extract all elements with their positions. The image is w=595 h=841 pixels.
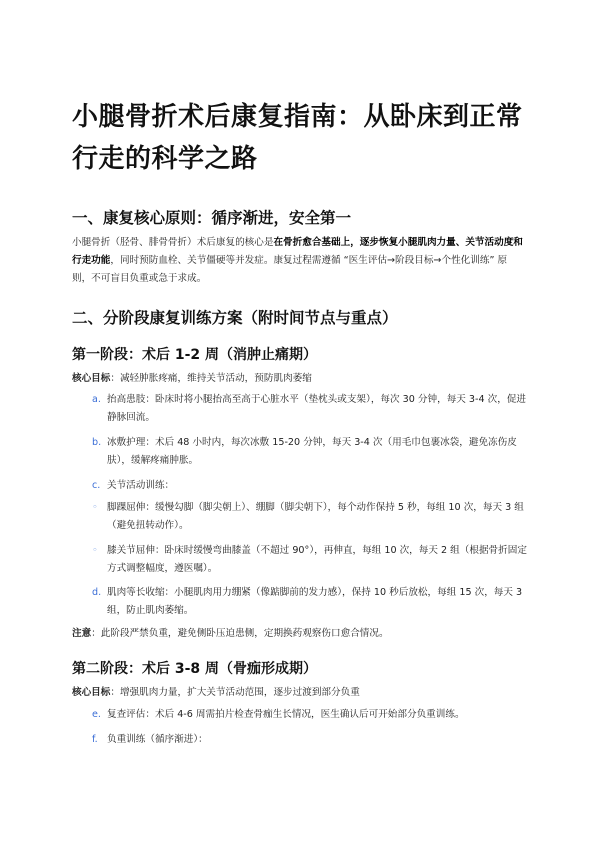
list-item xyxy=(92,434,532,470)
list-item xyxy=(92,706,532,724)
para-text-c: ，同时预防血栓、关节僵硬等并发症。康复过程需遵循 “医生评估→阶段目标→个性化训练” 原则，不可盲目负重或急于求成。 xyxy=(72,255,508,284)
list-item-text: 肌肉等长收缩：小腿肌肉用力绷紧（像踮脚前的发力感），保持 10 秒后放松，每组 15 次，每天 3 组，防止肌肉萎缩。 xyxy=(107,587,523,616)
goal-label: 核心目标 xyxy=(72,687,111,698)
stage-1-heading: 第一阶段：术后 1-2 周（消肿止痛期） xyxy=(72,347,318,363)
list-item-text: 关节活动训练： xyxy=(107,480,175,491)
list-item xyxy=(92,731,532,749)
list-marker: ◦ xyxy=(92,545,98,556)
section-1-paragraph xyxy=(72,234,524,288)
stage-1-goal xyxy=(72,370,312,388)
list-marker: c. xyxy=(92,480,101,491)
list-item xyxy=(92,391,532,427)
stage-2-goal xyxy=(72,684,360,702)
list-marker: f. xyxy=(92,734,98,745)
list-marker: d. xyxy=(92,587,102,598)
list-marker: b. xyxy=(92,437,102,448)
para-text-bold: 在骨折愈合基础上，逐步恢复小腿肌肉力量、关节活动度和行走功能 xyxy=(72,237,523,266)
para-text-a: 小腿骨折（胫骨、腓骨骨折）术后康复的核心是 xyxy=(72,237,274,248)
section-2-heading: 二、分阶段康复训练方案（附时间节点与重点） xyxy=(72,309,398,327)
goal-text: ：增强肌肉力量，扩大关节活动范围，逐步过渡到部分负重 xyxy=(110,687,360,698)
note-label: 注意 xyxy=(72,628,92,639)
list-item-text: 脚踝屈伸：缓慢勾脚（脚尖朝上）、绷脚（脚尖朝下），每个动作保持 5 秒，每组 10 次，每天 3 组（避免扭转动作）。 xyxy=(107,502,524,531)
list-marker: a. xyxy=(92,394,101,405)
stage-2-heading: 第二阶段：术后 3-8 周（骨痂形成期） xyxy=(72,661,318,677)
list-item-text: 冰敷护理：术后 48 小时内，每次冰敷 15-20 分钟，每天 3-4 次（用毛巾包裹冰袋，避免冻伤皮肤），缓解疼痛肿胀。 xyxy=(107,437,517,466)
stage-1-note xyxy=(72,625,389,643)
page-title: 小腿骨折术后康复指南：从卧床到正常行走的科学之路 xyxy=(72,102,523,174)
list-item-text: 复查评估：术后 4-6 周需拍片检查骨痂生长情况，医生确认后可开始部分负重训练。 xyxy=(107,709,465,720)
sub-list-item xyxy=(92,499,532,535)
list-marker: e. xyxy=(92,709,101,720)
list-item xyxy=(92,477,532,495)
note-text: ：此阶段严禁负重，避免侧卧压迫患侧，定期换药观察伤口愈合情况。 xyxy=(91,628,389,639)
list-item-text: 负重训练（循序渐进）： xyxy=(107,734,208,745)
list-item-text: 膝关节屈伸：卧床时缓慢弯曲膝盖（不超过 90°），再伸直，每组 10 次，每天 2 组（根据骨折固定方式调整幅度，遵医嘱）。 xyxy=(107,545,527,574)
sub-list-item xyxy=(92,542,532,578)
list-item-text: 抬高患肢：卧床时将小腿抬高至高于心脏水平（垫枕头或支架），每次 30 分钟，每天 3-4 次，促进静脉回流。 xyxy=(107,394,527,423)
goal-label: 核心目标 xyxy=(72,373,111,384)
section-1-heading: 一、康复核心原则：循序渐进，安全第一 xyxy=(72,209,352,227)
list-item xyxy=(92,584,532,620)
list-marker: ◦ xyxy=(92,502,98,513)
goal-text: ：减轻肿胀疼痛，维持关节活动，预防肌肉萎缩 xyxy=(110,373,312,384)
